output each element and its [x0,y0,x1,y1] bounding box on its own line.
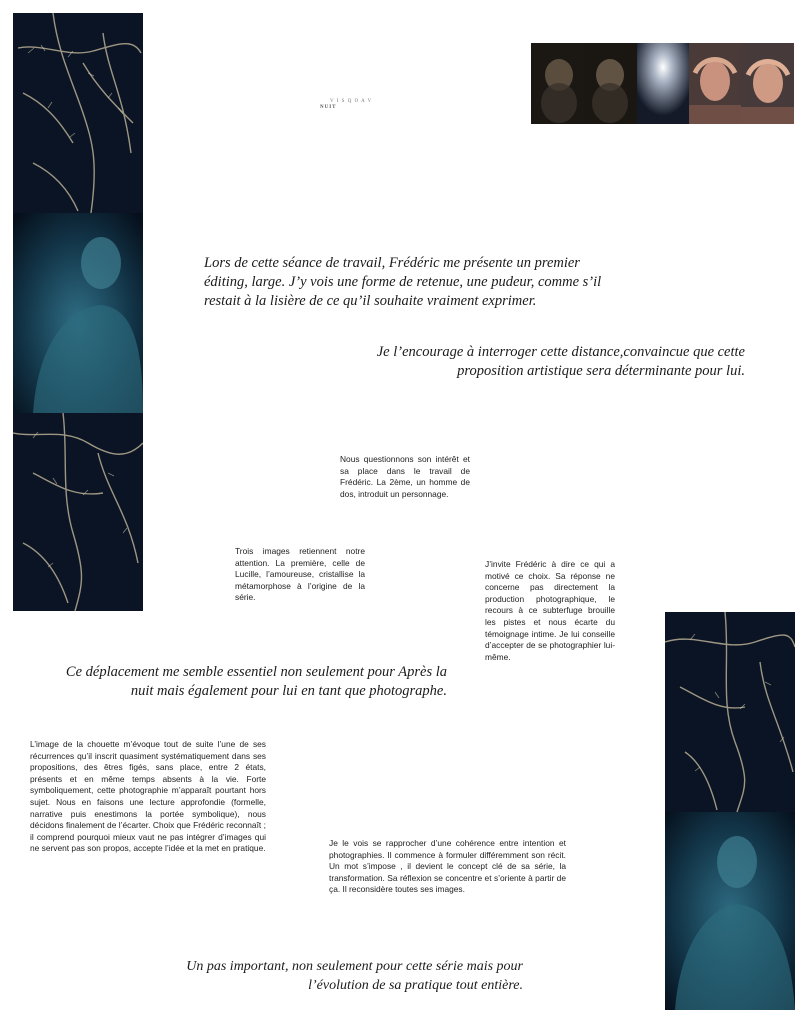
photo-owl-2 [584,43,637,124]
quote-pas-important: Un pas important, non seulement pour cette série mais pour l’évolution de sa pratique tout entière. [186,959,523,993]
photo-branches-top-left [13,13,143,213]
paragraph-coherence: Je le vois se rapprocher d’une cohérence entre intention et photographies. Il commence à formuler différemment son récit. Un mot s’impose , il devient le concept clé de sa série, la transformation. Sa réflexion se concentre et s’oriente à partir de ça. Il reconsidère toutes ses images. [329,838,566,895]
quote-intro: Lors de cette séance de travail, Frédéric me présente un premier éditing, large. J’y vois une forme de retenue, une pudeur, comme s’il restait à la lisière de ce qu’il souhaite vraiment exprimer. [204,255,602,309]
header-title: NUIT [320,105,337,110]
quote-deplacement: Ce déplacement me semble essentiel non seulement pour Après la nuit mais également pour lui en tant que photographe. [65,664,447,699]
photo-woman-2 [741,43,794,124]
photo-owl-1 [531,43,584,124]
header-top-line: V I S Q O A V [330,99,373,104]
quote-encourage: Je l’encourage à interroger cette distance,convaincue que cette proposition artistique sera déterminante pour lui. [376,344,745,379]
photo-branches-right [665,612,795,812]
paragraph-invite: J’invite Frédéric à dire ce qui a motivé ce choix. Sa réponse ne concerne pas directement la production photographique, le recours à ce subterfuge brouille les pistes et nous écarte du témoignage intime. Je lui conseille d’accepter de se photographier lui-même. [485,559,615,662]
paragraph-interet: Nous questionnons son intérêt et sa place dans le travail de Frédéric. La 2ème, un homme de dos, introduit un personnage. [340,454,470,499]
photo-figure-blue-left [13,213,143,413]
photo-light-burst [637,43,689,124]
paragraph-chouette: L’image de la chouette m’évoque tout de suite l’une de ses récurrences qu’il inscrit quasiment systématiquement dans ses propositions, des êtres figés, sans place, entre 2 états, présents et en même temps absents à la vie. Forte symboliquement, cette photographie m’apparaît pourtant hors sujet. Nous en faisons une lecture approfondie (formelle, narrative puis enestimons la portée symbolique), nous décidons finalement de l’écarter. Choix que Frédéric reconnaît ; il comprend pourquoi mieux vaut ne pas intégrer d’images qui ne servent pas son propos, accepte l’idée et la met en pratique. [30,739,266,854]
photo-woman-1 [689,43,741,124]
photo-branches-bottom-left [13,413,143,611]
photo-figure-blue-right [665,812,795,1010]
paragraph-trois-images: Trois images retiennent notre attention. La première, celle de Lucille, l’amoureuse, cristallise la métamorphose à l’origine de la série. [235,546,365,603]
